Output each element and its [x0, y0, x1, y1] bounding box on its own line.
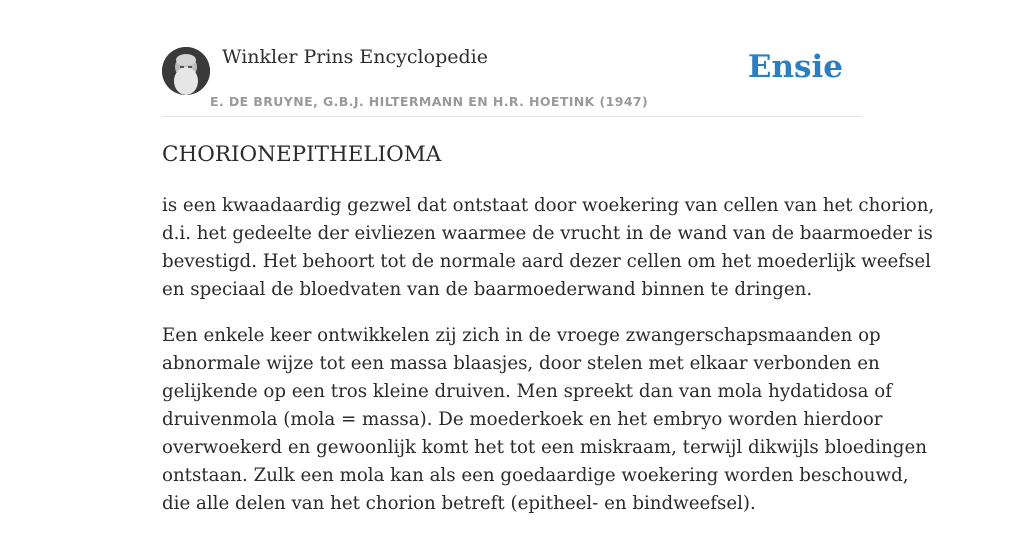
text-line: druivenmola (mola = massa). De moederkoek en het embryo worden hierdoor — [162, 409, 883, 430]
text-line: overwoekerd en gewoonlijk komt het tot een miskraam, terwijl dikwijls bloedingen — [162, 437, 927, 458]
paragraph — [162, 192, 935, 304]
text-line: d.i. het gedeelte der eivliezen waarmee de vrucht in de wand van de baarmoeder is — [162, 223, 933, 244]
text-line: en speciaal de bloedvaten van de baarmoederwand binnen te dringen. — [162, 279, 813, 300]
article-title: CHORIONEPITHELIOMA — [162, 142, 442, 167]
paragraph — [162, 322, 927, 518]
ensie-logo[interactable]: Ensie — [747, 49, 843, 85]
article-header — [162, 0, 862, 117]
author-avatar[interactable] — [162, 47, 210, 95]
text-line: bevestigd. Het behoort tot de normale aard dezer cellen om het moederlijk weefsel — [162, 251, 931, 272]
text-line: die alle delen van het chorion betreft (epitheel- en bindweefsel). — [162, 493, 756, 514]
article-body — [162, 192, 935, 536]
publication-title[interactable]: Winkler Prins Encyclopedie — [222, 46, 488, 68]
text-line: gelijkende op een tros kleine druiven. Men spreekt dan van mola hydatidosa of — [162, 381, 892, 402]
bearded-man-portrait-icon — [162, 47, 210, 95]
text-line: ontstaan. Zulk een mola kan als een goedaardige woekering worden beschouwd, — [162, 465, 909, 486]
text-line: Een enkele keer ontwikkelen zij zich in de vroege zwangerschapsmaanden op — [162, 325, 881, 346]
text-line: is een kwaadaardig gezwel dat ontstaat door woekering van cellen van het chorion, — [162, 195, 935, 216]
authors-line: E. DE BRUYNE, G.B.J. HILTERMANN EN H.R. HOETINK (1947) — [210, 94, 649, 109]
text-line: abnormale wijze tot een massa blaasjes, door stelen met elkaar verbonden en — [162, 353, 880, 374]
